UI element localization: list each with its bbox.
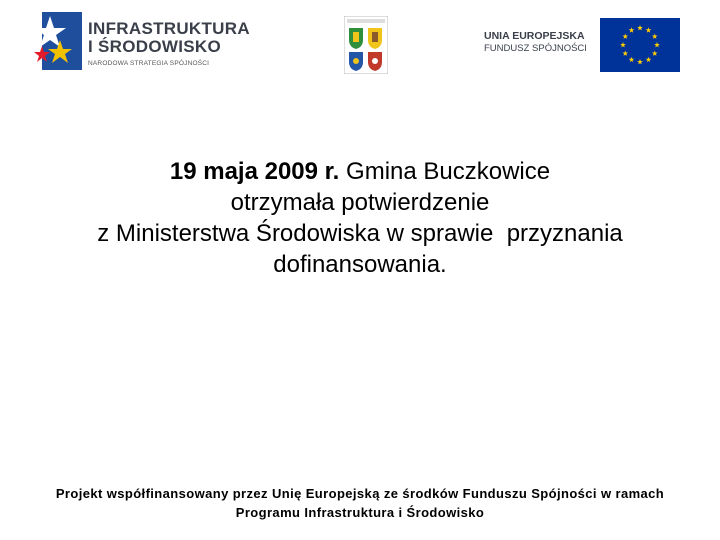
footer-line1: Projekt współfinansowany przez Unię Europejską ze środków Funduszu Spójności w ramach (55, 486, 665, 501)
footer-line2: Programu Infrastruktura i Środowisko (235, 505, 485, 520)
program-star-icon (30, 10, 86, 74)
eu-flag-icon (600, 18, 680, 72)
headline-line1: Gmina Buczkowice (339, 158, 551, 185)
coats-of-arms-icon (344, 16, 388, 74)
program-logo-subtitle: NARODOWA STRATEGIA SPÓJNOŚCI (88, 60, 210, 67)
headline-line4: dofinansowania. (273, 251, 447, 278)
eu-logo-line2: FUNDUSZ SPÓJNOŚCI (484, 43, 587, 54)
eu-logo-text (484, 30, 587, 54)
infrastruktura-logo (30, 10, 250, 74)
headline-line3: z Ministerstwa Środowiska w sprawie przyznania (97, 220, 623, 247)
announcement-headline (0, 156, 720, 280)
headline-date: 19 maja 2009 r. (169, 158, 340, 185)
program-logo-title: INFRASTRUKTURA I ŚRODOWISKO (88, 19, 250, 56)
headline-line2: otrzymała potwierdzenie (230, 189, 490, 216)
cofinancing-footer (0, 484, 720, 522)
eu-logo-line1: UNIA EUROPEJSKA (484, 30, 585, 42)
